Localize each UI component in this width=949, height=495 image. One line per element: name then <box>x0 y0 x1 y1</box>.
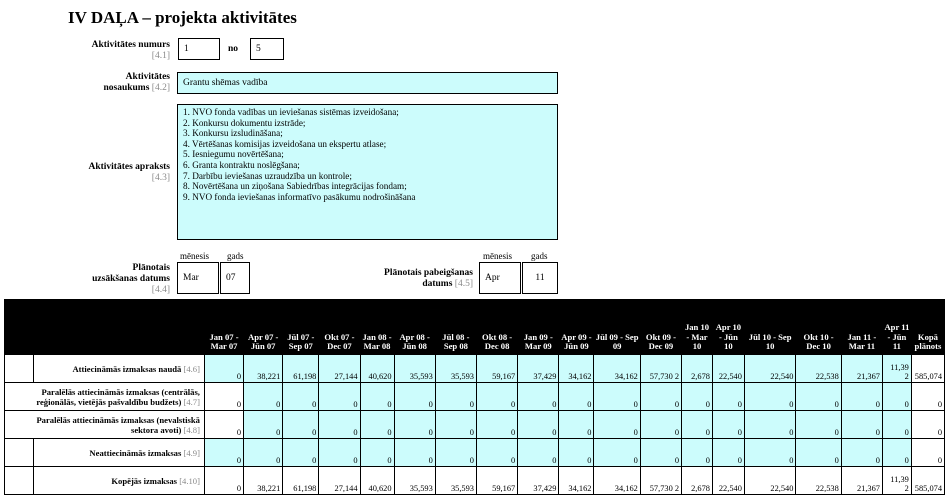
row-label-text: Paralēlās attiecināmās izmaksas (centrālās, reģionālās, vietējās pašvaldību budžets) <box>36 386 200 407</box>
row-label-ref: [4.7] <box>183 396 200 407</box>
start-month-header: mēnesis <box>180 251 209 261</box>
table-cell[interactable]: 40,620 <box>360 355 394 383</box>
end-year-header: gads <box>531 251 548 261</box>
header-corner <box>5 300 205 355</box>
table-cell[interactable]: 0 <box>204 439 243 467</box>
table-cell: 22,540 <box>744 467 796 495</box>
table-cell-total: 0 <box>911 411 944 439</box>
table-cell[interactable]: 38,221 <box>244 355 283 383</box>
table-cell: 22,540 <box>712 467 744 495</box>
column-header: Okt 08 - Dec 08 <box>476 300 517 355</box>
table-cell[interactable]: 2,678 <box>682 355 713 383</box>
planned-end-label: Plānotais pabeigšanas datums [4.5] <box>384 268 473 289</box>
column-header: Jan 11 - Mar 11 <box>841 300 882 355</box>
planned-start-label: Plānotais uzsākšanas datums [4.4] <box>92 263 170 295</box>
activity-number-label: Aktivitātes numurs [4.1] <box>91 40 170 61</box>
table-row <box>5 439 945 467</box>
table-cell[interactable]: 0 <box>712 439 744 467</box>
table-cell[interactable]: 0 <box>640 439 681 467</box>
end-year-field[interactable]: 11 <box>522 262 558 294</box>
table-cell: 35,593 <box>435 467 476 495</box>
table-cell[interactable]: 0 <box>841 411 882 439</box>
table-cell[interactable]: 0 <box>682 383 713 411</box>
table-cell[interactable]: 0 <box>640 383 681 411</box>
column-header: Jūl 08 - Sep 08 <box>435 300 476 355</box>
table-cell[interactable]: 0 <box>394 411 435 439</box>
table-cell[interactable]: 0 <box>435 383 476 411</box>
row-label-text: Neattiecināmās izmaksas <box>89 447 182 458</box>
table-cell[interactable]: 0 <box>319 439 360 467</box>
table-cell[interactable]: 27,144 <box>319 355 360 383</box>
table-row <box>5 355 945 383</box>
row-label-ref: [4.6] <box>183 363 200 374</box>
column-header: Jan 07 - Mar 07 <box>204 300 243 355</box>
table-cell-total: 0 <box>911 439 944 467</box>
description-line: 4. Vērtēšanas komisijas izveidošana un ekspertu atlase; <box>183 138 387 149</box>
table-cell: 34,162 <box>559 467 594 495</box>
table-cell[interactable]: 0 <box>682 411 713 439</box>
table-cell[interactable]: 0 <box>744 439 796 467</box>
row-label-ref: [4.8] <box>183 424 200 435</box>
column-header-total: Kopā plānots <box>911 300 944 355</box>
activity-total-field[interactable]: 5 <box>250 38 284 60</box>
table-cell[interactable]: 0 <box>712 383 744 411</box>
activity-description-field[interactable] <box>177 104 558 240</box>
table-cell[interactable]: 0 <box>476 411 517 439</box>
table-cell: 21,367 <box>841 467 882 495</box>
table-cell: 37,429 <box>518 467 559 495</box>
activity-number-of-label: no <box>228 44 239 54</box>
table-cell[interactable]: 0 <box>283 411 319 439</box>
table-row <box>5 411 945 439</box>
table-cell[interactable]: 61,198 <box>283 355 319 383</box>
description-line: 8. Novērtēšana un ziņošana Sabiedrības integrācijas fondam; <box>183 181 407 192</box>
table-cell: 40,620 <box>360 467 394 495</box>
table-cell[interactable]: 0 <box>882 383 911 411</box>
column-header: Apr 11 - Jūn 11 <box>882 300 911 355</box>
table-cell[interactable]: 0 <box>360 411 394 439</box>
table-cell[interactable]: 59,167 <box>476 355 517 383</box>
table-cell[interactable]: 0 <box>796 439 841 467</box>
table-cell[interactable]: 0 <box>744 411 796 439</box>
table-cell[interactable]: 0 <box>360 383 394 411</box>
table-cell[interactable]: 0 <box>744 383 796 411</box>
table-cell[interactable]: 0 <box>244 439 283 467</box>
table-cell[interactable]: 0 <box>841 439 882 467</box>
table-cell[interactable]: 0 <box>594 439 640 467</box>
table-cell[interactable]: 0 <box>518 439 559 467</box>
start-year-header: gads <box>227 251 244 261</box>
table-cell[interactable]: 34,162 <box>594 355 640 383</box>
page-title: IV DAĻA – projekta aktivitātes <box>68 8 297 27</box>
table-cell-total: 0 <box>911 383 944 411</box>
description-line: 6. Granta kontraktu noslēgšana; <box>183 159 300 170</box>
table-cell[interactable]: 57,730 2 <box>640 355 681 383</box>
row-label <box>33 439 204 467</box>
row-label <box>5 383 205 411</box>
column-header: Jūl 07 - Sep 07 <box>283 300 319 355</box>
end-month-header: mēnesis <box>483 251 512 261</box>
table-cell[interactable]: 0 <box>796 411 841 439</box>
table-cell: 0 <box>204 467 243 495</box>
table-cell[interactable]: 0 <box>559 383 594 411</box>
table-cell: 57,730 2 <box>640 467 681 495</box>
table-cell[interactable]: 0 <box>244 383 283 411</box>
activity-number-field[interactable]: 1 <box>178 38 220 60</box>
table-cell[interactable]: 0 <box>518 383 559 411</box>
description-line: 5. Iesniegumu novērtēšana; <box>183 149 284 160</box>
row-indent <box>5 467 34 495</box>
column-header: Jan 10 - Mar 10 <box>682 300 713 355</box>
table-cell[interactable]: 0 <box>360 439 394 467</box>
row-indent <box>5 439 34 467</box>
row-label <box>5 411 205 439</box>
table-cell[interactable]: 0 <box>283 439 319 467</box>
activity-name-field[interactable]: Grantu shēmas vadība <box>177 72 558 94</box>
table-cell[interactable]: 0 <box>594 383 640 411</box>
table-cell: 2,678 <box>682 467 713 495</box>
start-year-field[interactable]: 07 <box>220 262 250 294</box>
column-header: Apr 09 - Jūn 09 <box>559 300 594 355</box>
column-header: Apr 08 - Jūn 08 <box>394 300 435 355</box>
table-cell[interactable]: 0 <box>319 383 360 411</box>
table-cell: 61,198 <box>283 467 319 495</box>
table-cell[interactable]: 34,162 <box>559 355 594 383</box>
table-cell[interactable]: 0 <box>244 411 283 439</box>
table-cell[interactable]: 21,367 <box>841 355 882 383</box>
row-label-ref: [4.10] <box>179 475 200 486</box>
table-cell[interactable]: 37,429 <box>518 355 559 383</box>
table-cell[interactable]: 0 <box>394 439 435 467</box>
cost-table <box>4 299 945 495</box>
table-cell: 11,39 2 <box>882 467 911 495</box>
activity-description-label: Aktivitātes apraksts [4.3] <box>88 162 170 183</box>
table-cell[interactable]: 0 <box>204 383 243 411</box>
table-cell[interactable]: 35,593 <box>394 355 435 383</box>
description-line: 3. Konkursu izsludināšana; <box>183 128 283 139</box>
table-cell: 35,593 <box>394 467 435 495</box>
column-header: Apr 10 - Jūn 10 <box>712 300 744 355</box>
table-cell[interactable]: 0 <box>882 411 911 439</box>
table-cell[interactable]: 0 <box>435 439 476 467</box>
table-cell: 59,167 <box>476 467 517 495</box>
description-line: 1. NVO fonda vadības un ieviešanas sistēmas izveidošana; <box>183 107 399 117</box>
start-month-field[interactable]: Mar <box>177 262 219 294</box>
column-header: Jan 09 - Mar 09 <box>518 300 559 355</box>
column-header: Okt 07 - Dec 07 <box>319 300 360 355</box>
table-row <box>5 383 945 411</box>
table-row <box>5 467 945 495</box>
table-cell[interactable]: 0 <box>882 439 911 467</box>
table-cell[interactable]: 0 <box>319 411 360 439</box>
description-line: 9. NVO fonda ieviešanas informatīvo pasākumu nodrošināšana <box>183 191 416 202</box>
table-cell[interactable]: 11,39 2 <box>882 355 911 383</box>
end-month-field[interactable]: Apr <box>479 262 521 294</box>
activity-name-label: Aktivitātes nosaukums [4.2] <box>103 72 170 93</box>
table-cell[interactable]: 0 <box>841 383 882 411</box>
row-indent <box>5 355 34 383</box>
table-cell[interactable]: 0 <box>796 383 841 411</box>
row-label-ref: [4.9] <box>183 447 200 458</box>
description-line: 2. Konkursu dokumentu izstrāde; <box>183 117 306 128</box>
table-cell[interactable]: 0 <box>682 439 713 467</box>
table-cell[interactable]: 0 <box>559 411 594 439</box>
column-header: Jan 08 - Mar 08 <box>360 300 394 355</box>
row-label <box>33 355 204 383</box>
table-cell[interactable]: 0 <box>394 383 435 411</box>
table-cell: 34,162 <box>594 467 640 495</box>
row-label-text: Kopējās izmaksas <box>111 475 178 486</box>
table-cell[interactable]: 0 <box>283 383 319 411</box>
table-cell[interactable]: 22,540 <box>712 355 744 383</box>
table-cell[interactable]: 0 <box>476 383 517 411</box>
column-header: Okt 10 - Dec 10 <box>796 300 841 355</box>
table-cell: 38,221 <box>244 467 283 495</box>
table-cell[interactable]: 0 <box>204 355 243 383</box>
table-cell[interactable]: 0 <box>712 411 744 439</box>
table-cell[interactable]: 0 <box>476 439 517 467</box>
table-cell: 27,144 <box>319 467 360 495</box>
table-cell-total: 585,074 <box>911 355 944 383</box>
column-header: Jūl 10 - Sep 10 <box>744 300 796 355</box>
column-header: Okt 09 - Dec 09 <box>640 300 681 355</box>
table-cell[interactable]: 22,540 <box>744 355 796 383</box>
column-header: Apr 07 - Jūn 07 <box>244 300 283 355</box>
table-cell-total: 585,074 <box>911 467 944 495</box>
table-cell[interactable]: 0 <box>435 411 476 439</box>
table-cell[interactable]: 0 <box>204 411 243 439</box>
table-cell[interactable]: 0 <box>640 411 681 439</box>
column-header: Jūl 09 - Sep 09 <box>594 300 640 355</box>
table-cell[interactable]: 22,538 <box>796 355 841 383</box>
table-cell: 22,538 <box>796 467 841 495</box>
table-cell[interactable]: 35,593 <box>435 355 476 383</box>
description-line: 7. Darbību ieviešanas uzraudzība un kontrole; <box>183 170 352 181</box>
table-cell[interactable]: 0 <box>518 411 559 439</box>
table-cell[interactable]: 0 <box>594 411 640 439</box>
cost-table-header <box>5 300 945 355</box>
table-cell[interactable]: 0 <box>559 439 594 467</box>
row-label <box>33 467 204 495</box>
row-label-text: Paralēlās attiecināmās izmaksas (nevalstiskā sektora avoti) <box>36 414 200 435</box>
row-label-text: Attiecināmās izmaksas naudā <box>72 363 182 374</box>
